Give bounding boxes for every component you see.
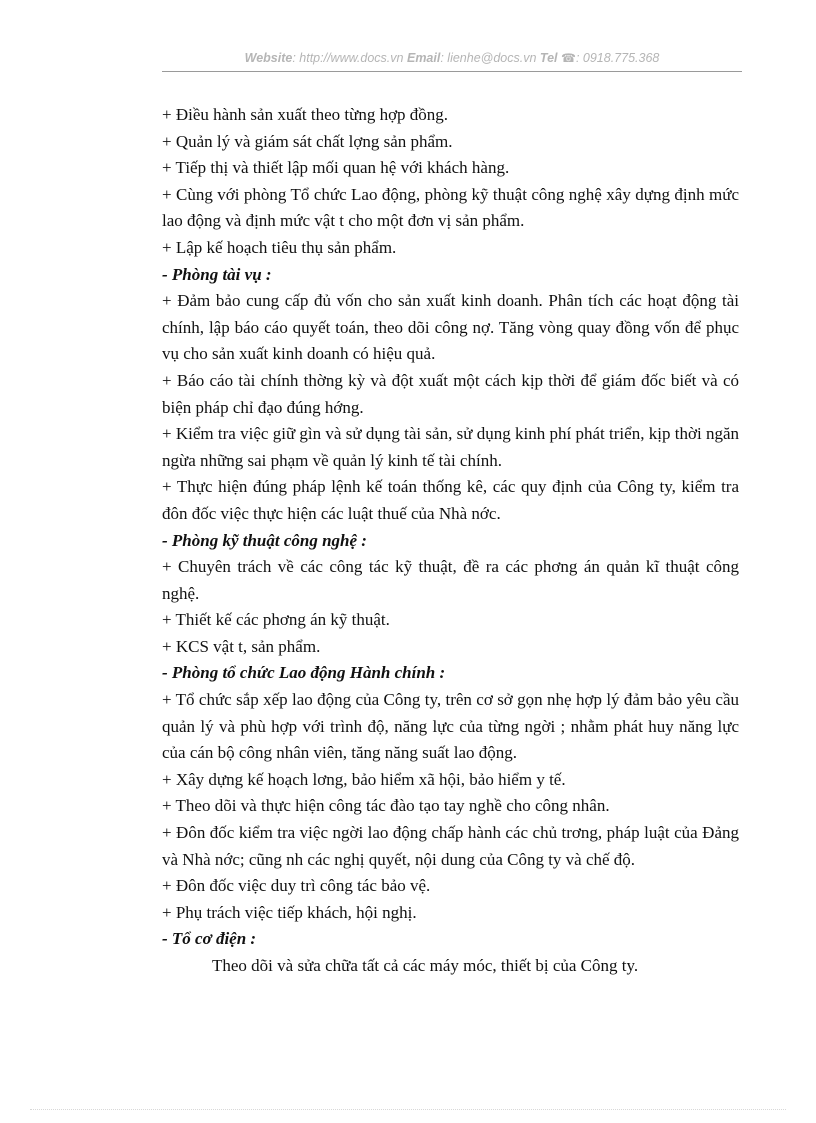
tel-label: Tel — [539, 51, 558, 65]
body-line-4: + Cùng với phòng Tổ chức Lao động, phòng kỹ thuật công nghệ xây dựng định mức lao động và định mức vật t cho một đơn vị sản phẩm. — [162, 184, 739, 231]
website-label: Website — [244, 51, 293, 65]
admin-item-1: + Tổ chức sắp xếp lao động của Công ty, trên cơ sở gọn nhẹ hợp lý đảm bảo yêu cầu quản lý và phù hợp với trình độ, năng lực của từng ngời ; nhằm phát huy năng lực của cán bộ công nhân viên, tăng năng suất lao động. — [162, 690, 739, 763]
document-body — [162, 102, 739, 980]
website-value: : http://www.docs.vn — [292, 51, 404, 65]
tech-item-1: + Chuyên trách về các công tác kỹ thuật, đề ra các phơng án quản kĩ thuật công nghệ. — [162, 557, 739, 603]
page-header — [162, 51, 742, 65]
email-label: Email — [406, 51, 441, 65]
tech-item-2: + Thiết kế các phơng án kỹ thuật. — [162, 610, 390, 630]
finance-item-2: + Báo cáo tài chính thờng kỳ và đột xuất một cách kịp thời để giám đốc biết và có biện pháp chỉ đạo đúng hớng. — [162, 370, 739, 417]
body-line-3: + Tiếp thị và thiết lập mối quan hệ với khách hàng. — [162, 158, 510, 178]
admin-item-3: + Theo dõi và thực hiện công tác đào tạo tay nghề cho công nhân. — [162, 796, 610, 816]
admin-item-4: + Đôn đốc kiểm tra việc ngời lao động chấp hành các chủ trơng, pháp luật của Đảng và Nhà nớc; cũng nh các nghị quyết, nội dung của Công ty và chế độ. — [162, 823, 739, 869]
heading-electric: - Tổ cơ điện : — [162, 929, 257, 949]
admin-item-6: + Phụ trách việc tiếp khách, hội nghị. — [162, 902, 417, 922]
finance-item-1: + Đảm bảo cung cấp đủ vốn cho sản xuất kinh doanh. Phân tích các hoạt động tài chính, lập báo cáo quyết toán, theo dõi công nợ. Tăng vòng quay đồng vốn để phục vụ cho sản xuất kinh doanh có hiệu quả. — [162, 291, 739, 364]
body-line-2: + Quản lý và giám sát chất lợng sản phẩm. — [162, 131, 453, 151]
tech-item-3: + KCS vật t, sản phẩm. — [162, 636, 321, 656]
admin-item-2: + Xây dựng kế hoạch lơng, bảo hiểm xã hội, bảo hiểm y tế. — [162, 769, 566, 789]
heading-finance: - Phòng tài vụ : — [162, 264, 272, 284]
header-divider — [162, 71, 742, 72]
footer-divider — [30, 1109, 786, 1110]
heading-admin: - Phòng tổ chức Lao động Hành chính : — [162, 663, 446, 683]
finance-item-3: + Kiểm tra việc giữ gìn và sử dụng tài sản, sử dụng kinh phí phát triển, kịp thời ngăn ngừa những sai phạm về quản lý kinh tế tài chính. — [162, 424, 739, 470]
heading-tech: - Phòng kỹ thuật công nghệ : — [162, 530, 367, 550]
admin-item-5: + Đôn đốc việc duy trì công tác bảo vệ. — [162, 876, 431, 896]
body-line-1: + Điều hành sản xuất theo từng hợp đồng. — [162, 105, 449, 124]
electric-text: Theo dõi và sửa chữa tất cả các máy móc, thiết bị của Công ty. — [212, 956, 639, 975]
tel-value: : 0918.775.368 — [575, 51, 660, 65]
phone-icon: ☎ — [561, 51, 576, 65]
body-line-5: + Lập kế hoạch tiêu thụ sản phẩm. — [162, 237, 397, 257]
finance-item-4: + Thực hiện đúng pháp lệnh kế toán thống kê, các quy định của Công ty, kiểm tra đôn đốc việc thực hiện các luật thuế của Nhà nớc. — [162, 477, 739, 523]
email-value: : lienhe@docs.vn — [440, 51, 537, 65]
